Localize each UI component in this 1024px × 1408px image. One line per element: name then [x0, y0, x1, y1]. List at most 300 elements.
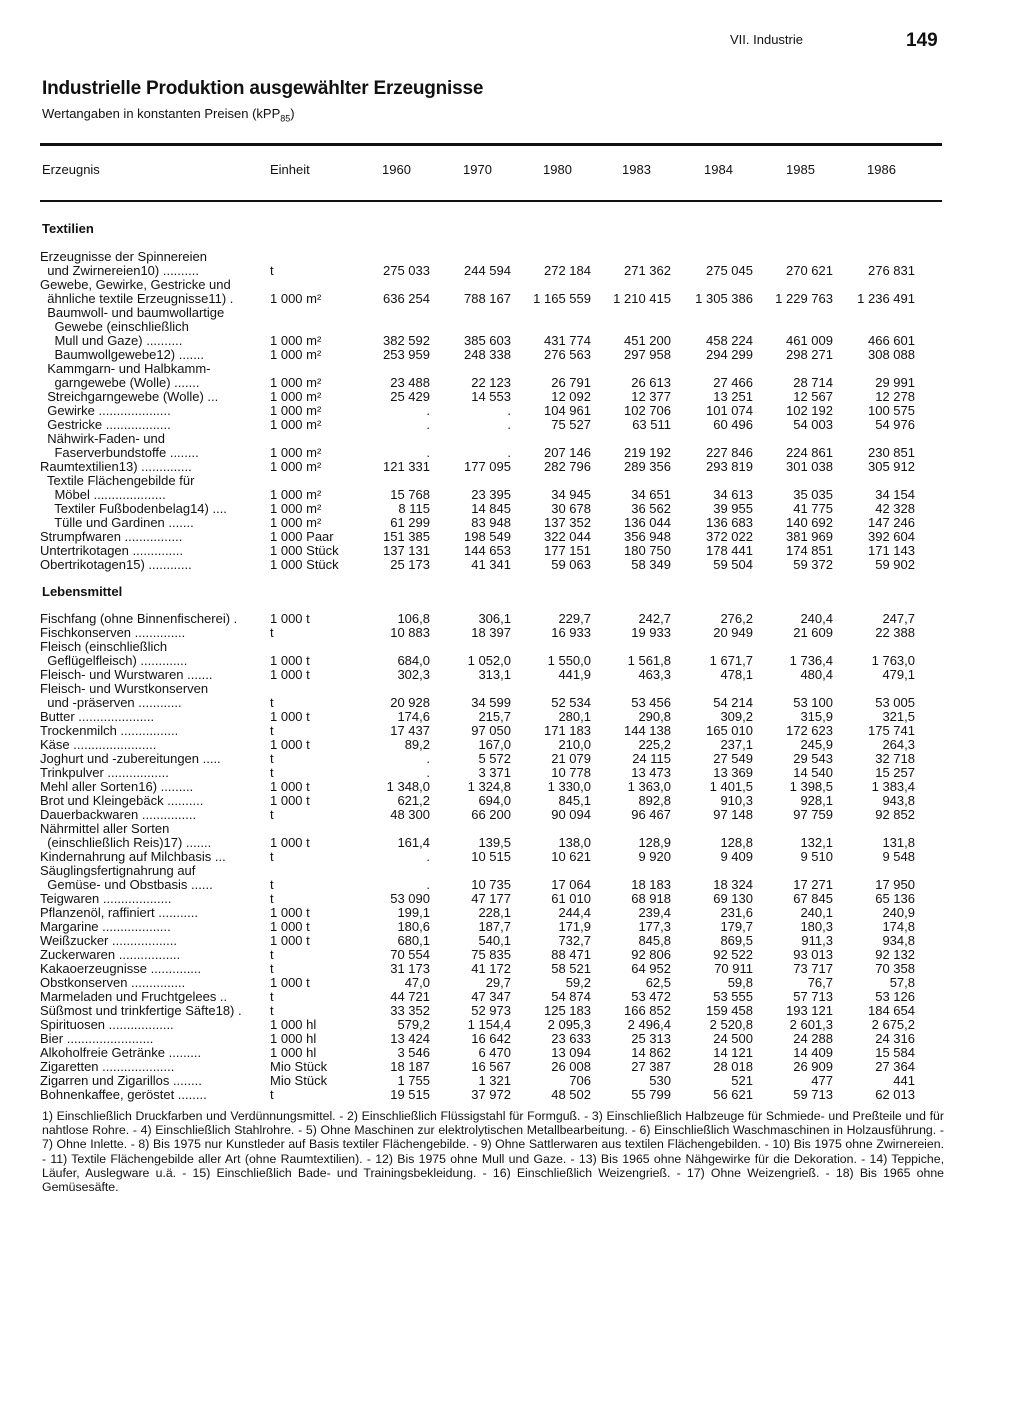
value-cell: 3 546 [397, 1045, 430, 1060]
row-label: garngewebe (Wolle) ....... [40, 375, 200, 390]
table-subtitle [42, 106, 295, 124]
value-cell: 97 148 [713, 807, 753, 822]
value-cell: 20 949 [713, 625, 753, 640]
value-cell: 171 143 [868, 543, 915, 558]
row-label: Möbel .................... [40, 487, 166, 502]
value-cell: 70 358 [875, 961, 915, 976]
value-cell: 53 126 [875, 989, 915, 1004]
value-cell: 1 210 415 [613, 291, 671, 306]
row-label: Gemüse- und Obstbasis ...... [40, 877, 213, 892]
value-cell: 9 510 [800, 849, 833, 864]
value-cell: 171,9 [558, 919, 591, 934]
value-cell [671, 362, 753, 376]
row-unit [270, 320, 365, 334]
value-cell: 706 [569, 1073, 591, 1088]
value-cell: 13 369 [713, 765, 753, 780]
value-cell: 1 671,7 [709, 653, 753, 668]
value-cell: 29 991 [875, 375, 915, 390]
value-cell: 219 192 [624, 445, 671, 460]
value-cell: 36 562 [631, 501, 671, 516]
value-cell: 297 958 [624, 347, 671, 362]
value-cell: 239,4 [638, 905, 671, 920]
row-label: Nährmittel aller Sorten [40, 821, 170, 836]
value-cell [430, 320, 511, 334]
top-rule [40, 143, 942, 146]
table-row [40, 612, 915, 626]
value-cell: 144 138 [624, 723, 671, 738]
row-unit: 1 000 m² [270, 403, 322, 418]
row-unit [270, 682, 365, 696]
value-cell: 14 540 [793, 765, 833, 780]
value-cell: 187,7 [478, 919, 511, 934]
value-cell: 276,2 [720, 611, 753, 626]
row-unit: 1 000 t [270, 933, 310, 948]
table-row [40, 488, 915, 502]
value-cell: 1 330,0 [547, 779, 591, 794]
column-header-1970: 1970 [463, 162, 492, 177]
value-cell: 102 192 [786, 403, 833, 418]
value-cell: 136 683 [706, 515, 753, 530]
value-cell [430, 362, 511, 376]
value-cell: 636 254 [383, 291, 430, 306]
value-cell [365, 250, 430, 264]
value-cell: 12 377 [631, 389, 671, 404]
value-cell: 101 074 [706, 403, 753, 418]
row-unit [270, 432, 365, 446]
value-cell: 356 948 [624, 529, 671, 544]
value-cell: 215,7 [478, 709, 511, 724]
row-label: Strumpfwaren ................ [40, 529, 183, 544]
value-cell: 100 575 [868, 403, 915, 418]
table-row [40, 934, 915, 948]
value-cell: 52 534 [551, 695, 591, 710]
value-cell: 892,8 [638, 793, 671, 808]
value-cell: 167,0 [478, 737, 511, 752]
value-cell [753, 432, 833, 446]
table-row [40, 278, 915, 292]
value-cell [753, 864, 833, 878]
row-unit: t [270, 961, 274, 976]
value-cell: 59 063 [551, 557, 591, 572]
value-cell: 31 173 [390, 961, 430, 976]
row-label: Nähwirk-Faden- und [40, 431, 165, 446]
value-cell [591, 320, 671, 334]
row-unit: 1 000 t [270, 611, 310, 626]
value-cell: . [426, 417, 430, 432]
value-cell: 198 549 [464, 529, 511, 544]
value-cell: 58 349 [631, 557, 671, 572]
row-unit: 1 000 hl [270, 1045, 317, 1060]
table-row [40, 474, 915, 488]
value-cell: 1 383,4 [871, 779, 915, 794]
value-cell: 62 013 [875, 1087, 915, 1102]
value-cell: 910,3 [720, 793, 753, 808]
value-cell: 34 154 [875, 487, 915, 502]
value-cell [753, 474, 833, 488]
row-unit: t [270, 877, 274, 892]
value-cell [591, 306, 671, 320]
value-cell: 75 835 [471, 947, 511, 962]
row-unit: 1 000 t [270, 835, 310, 850]
value-cell: 15 584 [875, 1045, 915, 1060]
value-cell: 621,2 [397, 793, 430, 808]
value-cell: 306,1 [478, 611, 511, 626]
value-cell: 478,1 [720, 667, 753, 682]
value-cell: 128,8 [720, 835, 753, 850]
row-unit: 1 000 t [270, 919, 310, 934]
footnotes: 1) Einschließlich Druckfarben und Verdünnungsmittel. - 2) Einschließlich Flüssigstahl für Formguß. - 3) Einschließlich Halbzeuge für Schmiede- und Preßteile und für nahtlose Rohre. - 4) Einschließlich Stahlrohre. - 5) Ohne Maschinen zur elektrolytischen Metallbearbeitung. - 6) Einschließlich Waschmaschinen in Holzausführung. - 7) Ohne Inlette. - 8) Bis 1975 nur Kunstleder auf Basis textiler Flächengebilde. - 9) Ohne Sattlerwaren aus textilen Flächengebilden. - 10) Bis 1975 ohne Zwirnereien. - 11) Textile Flächengebilde aller Art (ohne Raumtextilien). - 12) Bis 1975 ohne Mull und Gaze. - 13) Bis 1965 ohne Nähgewirke für die Dekoration. - 14) Teppiche, Läufer, Auslegware u.ä. - 15) Einschließlich Bade- und Trainingsbekleidung. - 16) Einschließlich Weizengrieß. - 17) Ohne Weizengrieß. - 18) Bis 1965 ohne Gemüsesäfte. [42, 1109, 944, 1195]
table-row [40, 836, 915, 850]
value-cell: 15 768 [390, 487, 430, 502]
value-cell: 47 347 [471, 989, 511, 1004]
row-unit: 1 000 m² [270, 501, 322, 516]
value-cell: 540,1 [478, 933, 511, 948]
value-cell: 193 121 [786, 1003, 833, 1018]
value-cell [365, 278, 430, 292]
value-cell: 2 095,3 [547, 1017, 591, 1032]
table-row [40, 682, 915, 696]
value-cell: 180,6 [397, 919, 430, 934]
value-cell: 2 601,3 [789, 1017, 833, 1032]
value-cell: 244 594 [464, 263, 511, 278]
value-cell [833, 306, 915, 320]
value-cell: 184 654 [868, 1003, 915, 1018]
row-label: Gewebe (einschließlich [40, 319, 189, 334]
value-cell: 10 735 [471, 877, 511, 892]
section-title-lebensmittel: Lebensmittel [42, 584, 123, 599]
value-cell: 264,3 [882, 737, 915, 752]
value-cell: 1 398,5 [789, 779, 833, 794]
value-cell: 309,2 [720, 709, 753, 724]
value-cell [833, 362, 915, 376]
value-cell: 54 874 [551, 989, 591, 1004]
value-cell [833, 250, 915, 264]
value-cell: 315,9 [800, 709, 833, 724]
row-label: Erzeugnisse der Spinnereien [40, 249, 207, 264]
row-label: Fischfang (ohne Binnenfischerei) . [40, 611, 238, 626]
value-cell: 59 713 [793, 1087, 833, 1102]
value-cell: 147 246 [868, 515, 915, 530]
value-cell [511, 864, 591, 878]
value-cell: 928,1 [800, 793, 833, 808]
value-cell: 23 633 [551, 1031, 591, 1046]
value-cell: 248 338 [464, 347, 511, 362]
row-unit [270, 864, 365, 878]
row-label: Fleisch- und Wurstkonserven [40, 681, 209, 696]
value-cell: 48 502 [551, 1087, 591, 1102]
value-cell: 68 918 [631, 891, 671, 906]
value-cell: 18 397 [471, 625, 511, 640]
value-cell: 35 035 [793, 487, 833, 502]
value-cell: 301 038 [786, 459, 833, 474]
row-unit: 1 000 t [270, 905, 310, 920]
column-header-1985: 1985 [786, 162, 815, 177]
table-row [40, 962, 915, 976]
value-cell: 92 522 [713, 947, 753, 962]
value-cell: 1 348,0 [386, 779, 430, 794]
value-cell [833, 640, 915, 654]
value-cell: 305 912 [868, 459, 915, 474]
value-cell: 242,7 [638, 611, 671, 626]
value-cell: 228,1 [478, 905, 511, 920]
row-label: (einschließlich Reis)17) ....... [40, 835, 212, 850]
value-cell: 41 341 [471, 557, 511, 572]
row-label: Käse ....................... [40, 737, 157, 752]
table-row [40, 446, 915, 460]
table-row [40, 1004, 915, 1018]
table-row [40, 696, 915, 710]
row-label: Gestricke .................. [40, 417, 171, 432]
value-cell: 382 592 [383, 333, 430, 348]
row-unit: 1 000 m² [270, 417, 322, 432]
value-cell: 53 100 [793, 695, 833, 710]
row-label: Untertrikotagen .............. [40, 543, 184, 558]
value-cell: 131,8 [882, 835, 915, 850]
value-cell [753, 640, 833, 654]
value-cell: 64 952 [631, 961, 671, 976]
value-cell: 137 131 [383, 543, 430, 558]
value-cell: 13 251 [713, 389, 753, 404]
value-cell: 59 902 [875, 557, 915, 572]
value-cell: 10 778 [551, 765, 591, 780]
row-unit: 1 000 t [270, 653, 310, 668]
row-label: Fleisch- und Wurstwaren ....... [40, 667, 213, 682]
table-row [40, 516, 915, 530]
row-label: Raumtextilien13) .............. [40, 459, 192, 474]
value-cell [511, 320, 591, 334]
value-cell: 231,6 [720, 905, 753, 920]
value-cell: 178 441 [706, 543, 753, 558]
table-row [40, 306, 915, 320]
value-cell: 934,8 [882, 933, 915, 948]
value-cell: 59,2 [565, 975, 591, 990]
value-cell [753, 320, 833, 334]
value-cell [671, 278, 753, 292]
table-row [40, 654, 915, 668]
row-unit: t [270, 263, 274, 278]
row-unit [270, 250, 365, 264]
table-row [40, 864, 915, 878]
row-unit [270, 640, 365, 654]
header-rule [40, 200, 942, 202]
value-cell: 24 500 [713, 1031, 753, 1046]
table-row [40, 822, 915, 836]
value-cell [591, 432, 671, 446]
value-cell [511, 432, 591, 446]
row-label: Zigaretten .................... [40, 1059, 175, 1074]
value-cell: 104 961 [544, 403, 591, 418]
value-cell: 12 278 [875, 389, 915, 404]
value-cell: 62,5 [645, 975, 671, 990]
value-cell: 479,1 [882, 667, 915, 682]
value-cell: 14 121 [713, 1045, 753, 1060]
table-row [40, 292, 915, 306]
value-cell: 25 429 [390, 389, 430, 404]
column-header-1983: 1983 [622, 162, 651, 177]
table-row [40, 250, 915, 264]
value-cell: 174 851 [786, 543, 833, 558]
value-cell: 17 950 [875, 877, 915, 892]
value-cell: 1 561,8 [627, 653, 671, 668]
row-label: Marmeladen und Fruchtgelees .. [40, 989, 228, 1004]
value-cell: 41 775 [793, 501, 833, 516]
value-cell: 26 613 [631, 375, 671, 390]
value-cell: 276 831 [868, 263, 915, 278]
value-cell: 451 200 [624, 333, 671, 348]
value-cell: 22 388 [875, 625, 915, 640]
value-cell: 272 184 [544, 263, 591, 278]
value-cell: 177 151 [544, 543, 591, 558]
value-cell: 1 305 386 [695, 291, 753, 306]
row-unit: t [270, 947, 274, 962]
value-cell: 32 718 [875, 751, 915, 766]
value-cell: 48 300 [390, 807, 430, 822]
value-cell: 44 721 [390, 989, 430, 1004]
row-label: Baumwoll- und baumwollartige [40, 305, 225, 320]
value-cell [511, 474, 591, 488]
value-cell [591, 682, 671, 696]
value-cell: 694,0 [478, 793, 511, 808]
value-cell: . [426, 765, 430, 780]
table-row [40, 1046, 915, 1060]
value-cell: 138,0 [558, 835, 591, 850]
row-unit: 1 000 Stück [270, 543, 339, 558]
value-cell [671, 474, 753, 488]
value-cell: 180 750 [624, 543, 671, 558]
value-cell: 166 852 [624, 1003, 671, 1018]
value-cell: 70 554 [390, 947, 430, 962]
value-cell: 845,8 [638, 933, 671, 948]
value-cell: 322 044 [544, 529, 591, 544]
value-cell: 579,2 [397, 1017, 430, 1032]
value-cell: 237,1 [720, 737, 753, 752]
value-cell: 199,1 [397, 905, 430, 920]
value-cell: 61 010 [551, 891, 591, 906]
row-unit: 1 000 m² [270, 333, 322, 348]
table-row [40, 404, 915, 418]
value-cell: 20 928 [390, 695, 430, 710]
value-cell: 151 385 [383, 529, 430, 544]
value-cell: 17 437 [390, 723, 430, 738]
table-row [40, 892, 915, 906]
value-cell: 276 563 [544, 347, 591, 362]
row-unit: 1 000 Stück [270, 557, 339, 572]
value-cell: 41 172 [471, 961, 511, 976]
row-label: Kakaoerzeugnisse .............. [40, 961, 202, 976]
table-row [40, 948, 915, 962]
row-unit [270, 822, 365, 836]
value-cell: 54 003 [793, 417, 833, 432]
table-row [40, 640, 915, 654]
value-cell: 25 313 [631, 1031, 671, 1046]
table-row [40, 626, 915, 640]
row-label: Pflanzenöl, raffiniert ........... [40, 905, 198, 920]
value-cell: 302,3 [397, 667, 430, 682]
table-row [40, 432, 915, 446]
row-label: Alkoholfreie Getränke ......... [40, 1045, 202, 1060]
row-unit: 1 000 t [270, 737, 310, 752]
value-cell: 26 909 [793, 1059, 833, 1074]
value-cell: 9 409 [720, 849, 753, 864]
value-cell [833, 822, 915, 836]
value-cell: 788 167 [464, 291, 511, 306]
value-cell: 321,5 [882, 709, 915, 724]
column-header-1986: 1986 [867, 162, 896, 177]
value-cell: 385 603 [464, 333, 511, 348]
row-unit [270, 362, 365, 376]
value-cell: 76,7 [807, 975, 833, 990]
value-cell: 431 774 [544, 333, 591, 348]
value-cell: 102 706 [624, 403, 671, 418]
row-unit: 1 000 m² [270, 347, 322, 362]
value-cell: 27 549 [713, 751, 753, 766]
value-cell: 92 806 [631, 947, 671, 962]
value-cell [671, 682, 753, 696]
value-cell: 60 496 [713, 417, 753, 432]
row-label: Weißzucker .................. [40, 933, 178, 948]
value-cell: 175 741 [868, 723, 915, 738]
value-cell: 174,6 [397, 709, 430, 724]
row-label: Textile Flächengebilde für [40, 473, 195, 488]
value-cell [365, 306, 430, 320]
table-row [40, 990, 915, 1004]
value-cell: 132,1 [800, 835, 833, 850]
value-cell [833, 432, 915, 446]
row-unit: t [270, 989, 274, 1004]
value-cell [833, 278, 915, 292]
value-cell: 52 973 [471, 1003, 511, 1018]
row-unit: t [270, 1087, 274, 1102]
value-cell: 8 115 [398, 501, 430, 516]
table-textilien [40, 250, 915, 572]
value-cell [753, 682, 833, 696]
value-cell [833, 864, 915, 878]
value-cell [365, 362, 430, 376]
value-cell: 1 324,8 [467, 779, 511, 794]
value-cell [430, 432, 511, 446]
value-cell: 1 154,4 [467, 1017, 511, 1032]
value-cell: 207 146 [544, 445, 591, 460]
row-label: Säuglingsfertignahrung auf [40, 863, 196, 878]
row-label: Fleisch (einschließlich [40, 639, 168, 654]
value-cell [430, 682, 511, 696]
value-cell: 139,5 [478, 835, 511, 850]
value-cell: 25 173 [390, 557, 430, 572]
row-unit: t [270, 807, 274, 822]
value-cell: 19 933 [631, 625, 671, 640]
value-cell [591, 640, 671, 654]
row-label: Fischkonserven .............. [40, 625, 186, 640]
value-cell [671, 432, 753, 446]
value-cell: 294 299 [706, 347, 753, 362]
table-row [40, 390, 915, 404]
row-label: und Zwirnereien10) .......... [40, 263, 199, 278]
value-cell [511, 822, 591, 836]
row-unit: Mio Stück [270, 1059, 328, 1074]
value-cell: 93 013 [793, 947, 833, 962]
value-cell: 83 948 [471, 515, 511, 530]
value-cell: 57 713 [793, 989, 833, 1004]
value-cell [511, 250, 591, 264]
value-cell: 14 862 [631, 1045, 671, 1060]
value-cell: 1 401,5 [709, 779, 753, 794]
value-cell: . [426, 403, 430, 418]
value-cell: 22 123 [471, 375, 511, 390]
value-cell: 18 324 [713, 877, 753, 892]
value-cell: 12 092 [551, 389, 591, 404]
row-label: Süßmost und trinkfertige Säfte18) . [40, 1003, 242, 1018]
value-cell [511, 362, 591, 376]
